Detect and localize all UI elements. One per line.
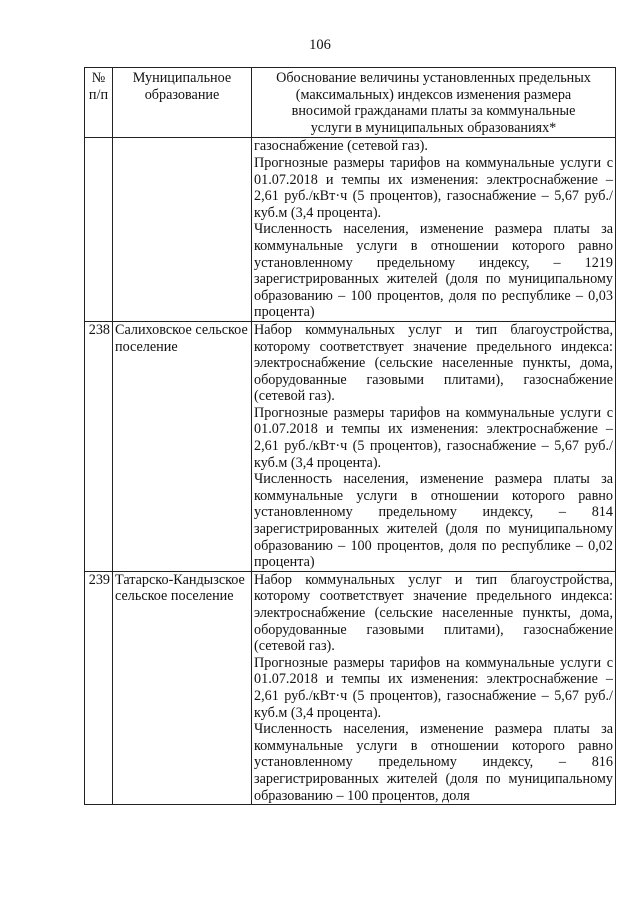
header-num bbox=[85, 68, 113, 138]
header-justification-line: Обоснование величины установленных предельных bbox=[276, 70, 591, 86]
header-justification-line: услуги в муниципальных образованиях* bbox=[310, 119, 557, 136]
header-municipality bbox=[113, 68, 252, 138]
row-municipality bbox=[113, 138, 252, 322]
header-num-line: № bbox=[91, 70, 106, 86]
justification-paragraph: Набор коммунальных услуг и тип благоустройства, которому соответствует значение предельного индекса: электроснабжение (сельские населенные пункты, дома, оборудованные газовыми плитами), газоснабжение (сетевой газ). bbox=[254, 321, 613, 405]
header-municipality-line: образование bbox=[144, 86, 220, 103]
row-number bbox=[85, 138, 113, 322]
row-justification bbox=[252, 571, 616, 804]
row-number: 239 bbox=[85, 571, 113, 804]
justification-paragraph: Численность населения, изменение размера платы за коммунальные услуги в отношении которого равно установленному предельному индексу, – 814 зарегистрированных жителей (доля по муниципальному образованию – 100 процентов, доля по республике – 0,02 процента) bbox=[254, 471, 613, 571]
table-header-row bbox=[85, 68, 616, 138]
page-number: 106 bbox=[309, 37, 331, 53]
justification-paragraph: Набор коммунальных услуг и тип благоустройства, которому соответствует значение предельного индекса: электроснабжение (сельские населенные пункты, дома, оборудованные газовыми плитами), газоснабжение (сетевой газ). bbox=[254, 571, 613, 655]
justification-paragraph: газоснабжение (сетевой газ). bbox=[254, 138, 428, 155]
justification-paragraph: Прогнозные размеры тарифов на коммунальные услуги с 01.07.2018 и темпы их изменения: электроснабжение – 2,61 руб./кВт·ч (5 процентов), газоснабжение – 5,67 руб./куб.м (3,4 процента). bbox=[254, 654, 613, 721]
header-justification-line: (максимальных) индексов изменения размера bbox=[295, 86, 572, 103]
row-number: 238 bbox=[85, 321, 113, 571]
row-municipality: Салиховское сельское поселение bbox=[113, 321, 252, 571]
justification-paragraph: Численность населения, изменение размера платы за коммунальные услуги в отношении которого равно установленному предельному индексу, – 816 зарегистрированных жителей (доля по муниципальному образованию – 100 процентов, доля bbox=[254, 721, 613, 804]
tariff-index-table bbox=[84, 67, 616, 805]
table-row bbox=[85, 321, 616, 571]
justification-paragraph: Численность населения, изменение размера платы за коммунальные услуги в отношении которого равно установленному предельному индексу, – 1219 зарегистрированных жителей (доля по муниципальному образованию – 100 процентов, доля по республике – 0,03 процента) bbox=[254, 221, 613, 321]
justification-clip bbox=[254, 572, 613, 804]
justification-paragraph: Прогнозные размеры тарифов на коммунальные услуги с 01.07.2018 и темпы их изменения: электроснабжение – 2,61 руб./кВт·ч (5 процентов), газоснабжение – 5,67 руб./куб.м (3,4 процента). bbox=[254, 154, 613, 221]
table-row bbox=[85, 138, 616, 322]
table-row bbox=[85, 571, 616, 804]
header-justification-line: вносимой гражданами платы за коммунальные bbox=[291, 103, 576, 120]
justification-paragraph: Прогнозные размеры тарифов на коммунальные услуги с 01.07.2018 и темпы их изменения: электроснабжение – 2,61 руб./кВт·ч (5 процентов), газоснабжение – 5,67 руб./куб.м (3,4 процента). bbox=[254, 404, 613, 471]
row-justification bbox=[252, 321, 616, 571]
row-municipality: Татарско-Кандызское сельское поселение bbox=[113, 571, 252, 804]
header-justification bbox=[252, 68, 616, 138]
row-justification bbox=[252, 138, 616, 322]
header-num-line: п/п bbox=[88, 86, 109, 103]
header-municipality-line: Муниципальное bbox=[132, 70, 232, 86]
